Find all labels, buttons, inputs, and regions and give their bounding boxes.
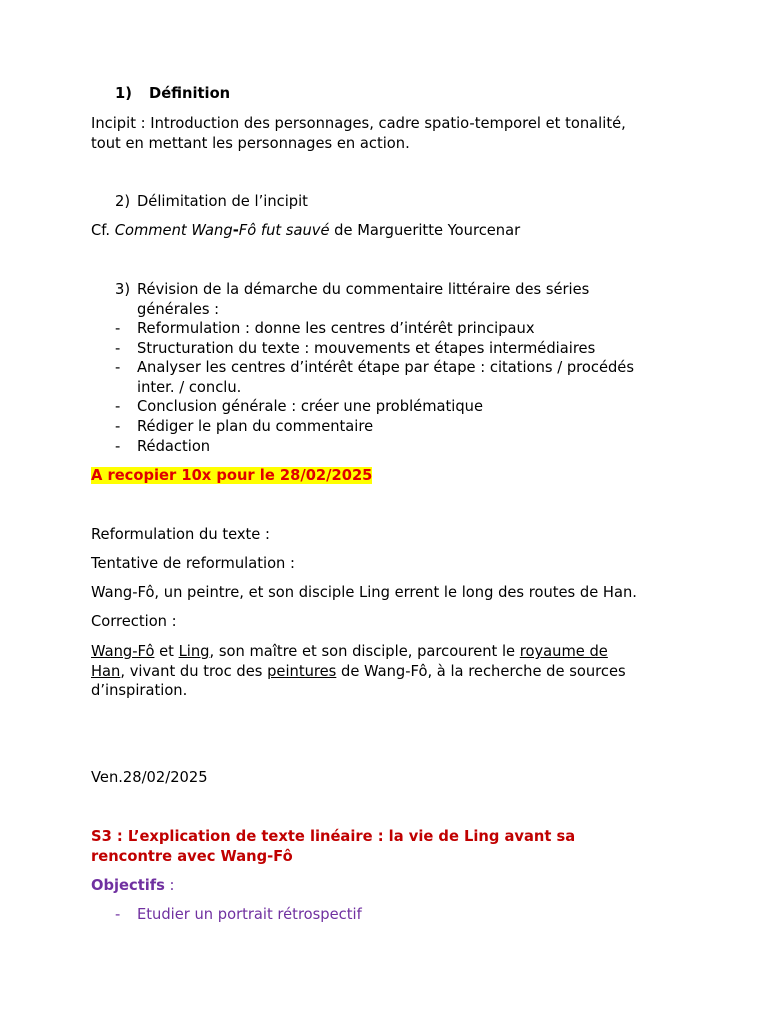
list-text: Structuration du texte : mouvements et étapes intermédiaires [137,339,596,357]
reference-prefix: Cf. [91,222,115,239]
text-fragment: de Wang-Fô, à la recherche de sources [336,662,626,680]
attempt-text: Wang-Fô, un peintre, et son disciple Ling errent le long des routes de Han. [91,584,637,601]
text-line [91,642,691,662]
list-text: Conclusion générale : créer une problématique [137,398,484,416]
reference-author: de Margueritte Yourcenar [329,222,521,239]
title-line: rencontre avec Wang-Fô [91,847,293,865]
text-line: Analyser les centres d’intérêt étape par étape : citations / procédés [137,359,635,377]
list-text: Reformulation : donne les centres d’intérêt principaux [137,320,535,337]
text-fragment: et [154,643,179,660]
text-fragment: , son maître et son disciple, parcourent le [209,643,520,660]
objectives-colon: : [164,877,175,894]
underlined-name: Ling [178,643,210,660]
list-dash: - [115,418,121,435]
underlined-place: royaume de [519,643,608,660]
list-dash: - [115,398,121,416]
objectives-label: Objectifs [91,877,165,894]
list-dash: - [115,437,121,455]
lesson-date: Ven.28/02/2025 [91,769,208,786]
list-text: Rédiger le plan du commentaire [137,418,374,435]
list-dash: - [115,906,121,923]
text-line: tout en mettant les personnages en action. [91,134,410,152]
underlined-word: peintures [267,662,337,680]
work-reference [91,221,691,241]
text-line: Incipit : Introduction des personnages, cadre spatio-temporel et tonalité, [91,115,626,132]
correction-text [91,642,691,701]
section-title: Délimitation de l’incipit [137,193,308,210]
attempt-label: Tentative de reformulation : [91,555,295,572]
title-line: S3 : L’explication de texte linéaire : la vie de Ling avant sa [91,828,576,845]
objective-text: Etudier un portrait rétrospectif [137,906,362,923]
work-title-dash: - [232,222,239,239]
correction-label: Correction : [91,613,177,630]
section-number: 2) [115,193,131,210]
work-title-part: Comment Wang [114,222,233,239]
section-title: Définition [149,85,231,102]
reformulation-heading: Reformulation du texte : [91,526,270,543]
list-dash: - [115,320,121,337]
work-title-part: Fô fut sauvé [238,222,330,239]
title-line: générales : [137,300,220,318]
underlined-name: Wang-Fô [91,643,155,660]
assignment-note [91,466,691,486]
list-dash: - [115,359,121,377]
highlighted-assignment: A recopier 10x pour le 28/02/2025 [91,467,373,484]
s3-heading [91,827,691,866]
title-line: Révision de la démarche du commentaire littéraire des séries [137,281,590,298]
section-title [137,280,677,319]
section-number: 1) [115,85,132,102]
text-fragment: , vivant du troc des [120,662,268,680]
incipit-definition [91,114,691,153]
list-text [137,358,677,397]
text-line [91,662,691,682]
underlined-place: Han [91,662,121,680]
list-text: Rédaction [137,437,211,455]
section-number: 3) [115,281,131,298]
objectives-heading [91,876,691,896]
list-dash: - [115,339,121,357]
text-line: inter. / conclu. [137,378,242,396]
text-line: d’inspiration. [91,682,188,700]
